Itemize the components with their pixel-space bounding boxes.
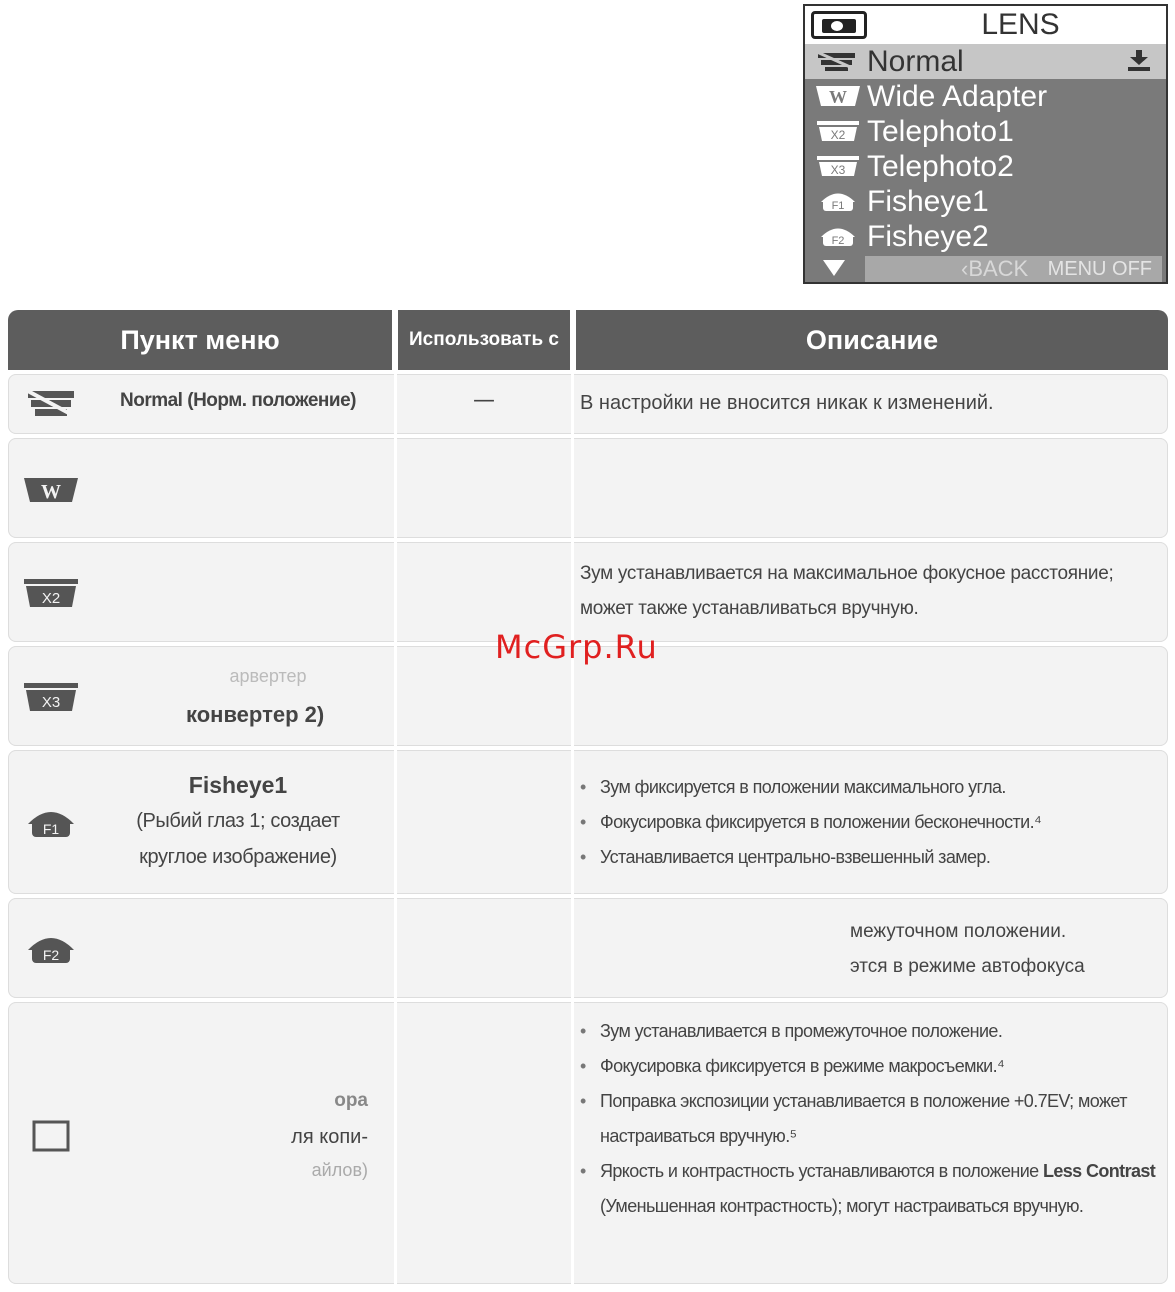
lcd-item-normal[interactable] [805,44,1166,79]
svg-text:F1: F1 [831,200,845,212]
set-marker-icon [1126,50,1152,72]
svg-text:W: W [829,87,847,107]
svg-text:X3: X3 [41,694,61,711]
description-bullet: • Фокусировка фиксируется в режиме макросъемки.⁴ [600,1049,1160,1084]
lcd-item-label: Fisheye2 [867,220,989,253]
menu-item-name-faded: ора [334,1090,368,1111]
back-hint: ‹BACK [961,256,1029,281]
lcd-item-telephoto2[interactable] [805,149,1166,184]
description-bullet: • Зум фиксируется в положении максимального угла. [600,770,1160,805]
menu-item-name: конвертер 2) [186,702,325,727]
lcd-item-label: Fisheye1 [867,185,989,218]
table-row [8,438,1168,538]
wide-adapter-icon [20,472,82,506]
lcd-item-label: Telephoto2 [867,150,1014,183]
table-row [8,898,1168,998]
lcd-item-fisheye1[interactable] [805,184,1166,219]
fisheye1-icon [20,806,82,840]
normal-lens-icon [20,387,82,421]
header-description: Описание [576,310,1168,370]
svg-text:X2: X2 [41,590,61,607]
description-fragment: межуточном положении. [850,921,1067,942]
description [850,914,1150,984]
copy-mode-icon [20,1120,82,1154]
watermark: McGrp.Ru [495,628,658,666]
lcd-item-wide-adapter[interactable] [805,79,1166,114]
lcd-header [805,6,1166,44]
description-bullet: • Фокусировка фиксируется в положении бесконечности.⁴ [600,805,1160,840]
lens-settings-table [8,310,1168,1284]
lcd-item-label: Normal [867,45,964,78]
scroll-down-icon[interactable] [823,260,845,276]
table-row [8,374,1168,434]
menu-off-hint: MENU OFF [1047,258,1152,280]
fisheye2-icon [20,932,82,966]
normal-lens-icon [815,49,861,73]
description: В настройки не вносится никак к изменений. [580,392,994,414]
svg-text:X2: X2 [830,128,846,142]
telephoto2-icon [815,154,861,178]
camera-mode-icon [811,11,867,39]
menu-item-subtitle-faded: айлов) [311,1160,368,1180]
menu-item-subtitle: круглое изображение) [139,846,337,868]
telephoto1-icon [20,576,82,610]
svg-text:X3: X3 [830,163,846,177]
description-bullet: • Зум устанавливается в промежуточное положение. [600,1014,1160,1049]
table-row [8,750,1168,894]
table-row [8,1002,1168,1284]
menu-item-name: Normal (Норм. положение) [120,390,356,411]
menu-item-name-faded: арвертер [229,666,307,686]
svg-text:F1: F1 [42,821,60,837]
use-with-value: — [473,388,495,413]
camera-lcd-menu [803,4,1168,284]
lcd-item-fisheye2[interactable] [805,219,1166,254]
description: Зум устанавливается на максимальное фокусное расстояние; может также устанавливаться вручную. [580,563,1114,619]
telephoto2-icon [20,680,82,714]
description-bullet: • Поправка экспозиции устанавливается в положение +0.7EV; может настраиваться вручную.⁵ [600,1084,1160,1154]
lcd-item-telephoto1[interactable] [805,114,1166,149]
lcd-footer-bar [865,256,1162,282]
lcd-footer [805,254,1166,284]
svg-text:F2: F2 [831,235,845,247]
lcd-item-label: Telephoto1 [867,115,1014,148]
menu-item-name: Fisheye1 [188,772,288,798]
svg-text:F2: F2 [42,947,60,963]
description-bullet: • Устанавливается центрально-взвешенный замер. [600,840,1160,875]
header-menu-item: Пункт меню [8,310,392,370]
menu-item-subtitle: ля копи- [291,1126,368,1148]
menu-item-subtitle: (Рыбий глаз 1; создает [136,810,340,832]
lcd-title: LENS [981,8,1060,41]
fisheye1-icon [815,189,861,213]
description [580,770,1160,875]
header-use-with: Использовать с [398,310,570,370]
table-row [8,542,1168,642]
description-bullet: • Яркость и контрастность устанавливаются в положение Less Contrast (Уменьшенная контрастность); могут настраиваться вручную. [600,1154,1160,1224]
fisheye2-icon [815,224,861,248]
svg-text:W: W [41,481,61,503]
wide-adapter-icon [815,84,861,108]
telephoto1-icon [815,119,861,143]
lcd-item-label: Wide Adapter [867,80,1048,113]
description-fragment: этся в режиме автофокуса [850,956,1085,977]
description [580,1014,1160,1224]
